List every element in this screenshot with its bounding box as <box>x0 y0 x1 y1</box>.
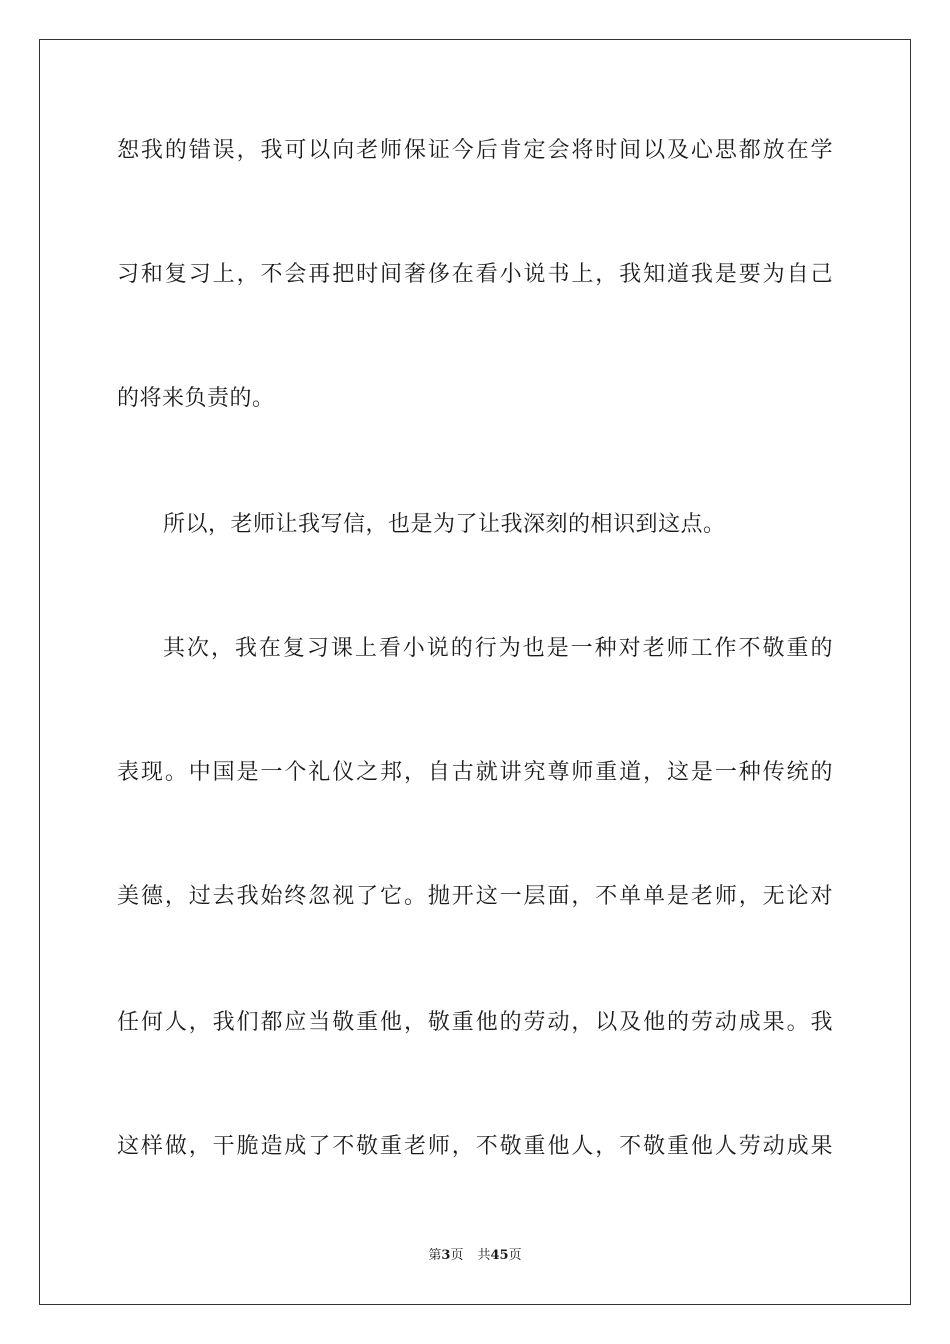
page-suffix: 页 <box>450 1248 464 1263</box>
text-line-4: 所以，老师让我写信，也是为了让我深刻的相识到这点。 <box>163 512 726 537</box>
text-line-1: 恕我的错误，我可以向老师保证今后肯定会将时间以及心思都放在学 <box>117 138 833 163</box>
total-suffix: 页 <box>508 1248 522 1263</box>
page-prefix: 第 <box>428 1248 442 1263</box>
text-line-6: 表现。中国是一个礼仪之邦，自古就讲究尊师重道，这是一种传统的 <box>117 760 833 785</box>
total-prefix: 共 <box>477 1248 491 1263</box>
page-number: 3 <box>441 1248 451 1263</box>
text-line-8: 任何人，我们都应当敬重他，敬重他的劳动，以及他的劳动成果。我 <box>117 1010 833 1035</box>
total-pages: 45 <box>490 1248 509 1263</box>
text-line-9: 这样做，干脆造成了不敬重老师，不敬重他人，不敬重他人劳动成果 <box>117 1134 833 1159</box>
page-footer <box>0 1247 950 1265</box>
text-line-7: 美德，过去我始终忽视了它。抛开这一层面，不单单是老师，无论对 <box>117 884 833 909</box>
page-border <box>39 39 911 1305</box>
text-line-5: 其次，我在复习课上看小说的行为也是一种对老师工作不敬重的 <box>163 636 833 661</box>
text-line-3: 的将来负责的。 <box>117 386 275 411</box>
text-line-2: 习和复习上，不会再把时间奢侈在看小说书上，我知道我是要为自己 <box>117 262 833 287</box>
